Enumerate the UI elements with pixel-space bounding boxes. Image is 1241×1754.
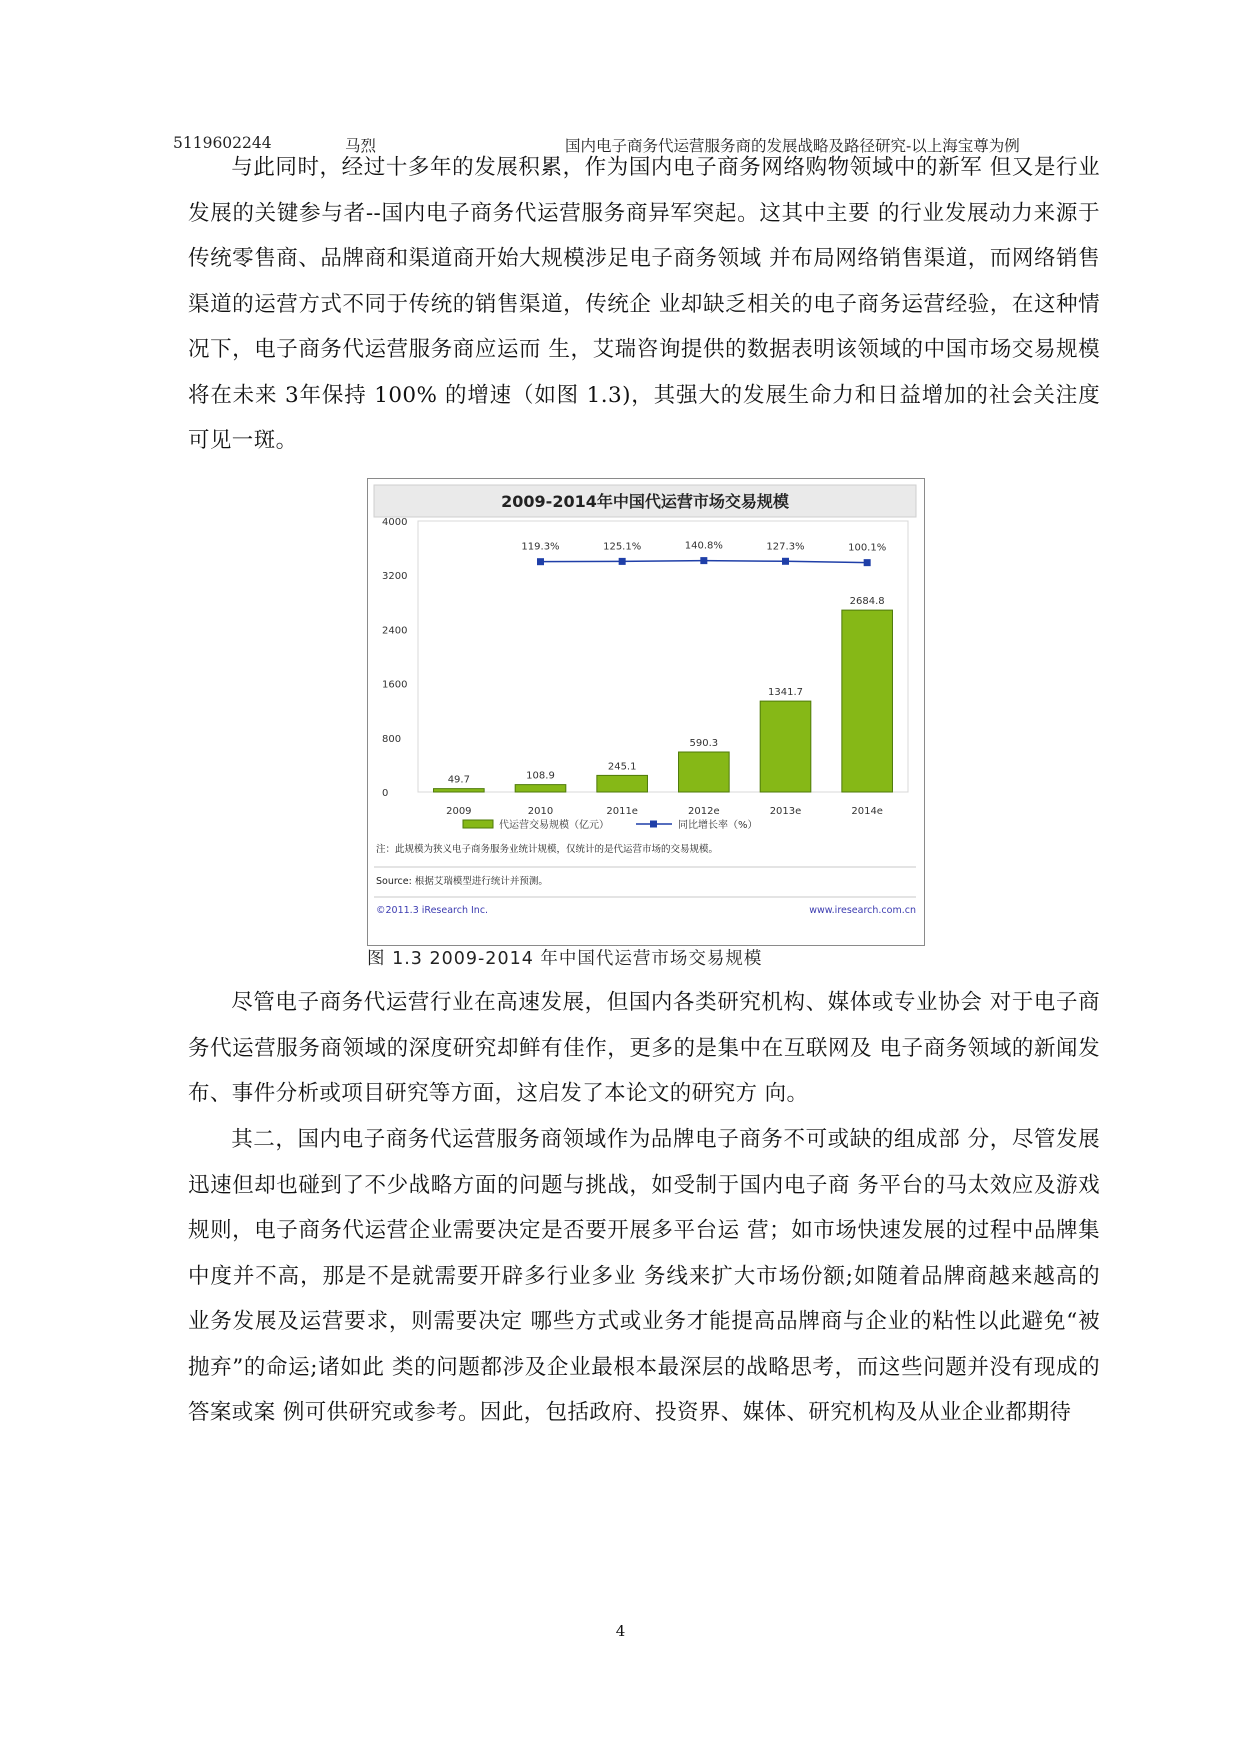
- bar-value-label: 590.3: [689, 738, 719, 750]
- figure-caption: 图 1.3 2009-2014 年中国代运营市场交易规模: [367, 949, 763, 969]
- bar-value-label: 108.9: [526, 770, 555, 782]
- paragraph-2-text: 尽管电子商务代运营行业在高速发展，但国内各类研究机构、媒体或专业协会 对于电子商务代运营服务商领域的深度研究却鲜有佳作，更多的是集中在互联网及 电子商务领域的新闻发布、事件分析或项目研究等方面，这启发了本论文的研究方 向。: [188, 990, 1100, 1106]
- chart-source: Source: 根据艾瑞模型进行统计并预测。: [376, 876, 548, 887]
- x-tick-label: 2010: [527, 806, 554, 817]
- growth-rate-point: [782, 558, 789, 565]
- growth-rate-label: 125.1%: [603, 541, 642, 553]
- growth-rate-label: 127.3%: [766, 541, 805, 553]
- bar-value-label: 1341.7: [768, 687, 803, 699]
- x-tick-label: 2011e: [606, 806, 638, 817]
- bar-2014e: [842, 610, 893, 792]
- bar-value-label: 49.7: [447, 774, 470, 786]
- paragraph-3-text: 其二，国内电子商务代运营服务商领域作为品牌电子商务不可或缺的组成部 分，尽管发展迅速但却也碰到了不少战略方面的问题与挑战，如受制于国内电子商 务平台的马太效应及游戏规则，电子商务代运营企业需要决定是否要开展多平台运 营；如市场快速发展的过程中品牌集中度并不高，那是不是就需要开辟多行业多业 务线来扩大市场份额;如随着品牌商越来越高的业务发展及运营要求，则需要决定 哪些方式或业务才能提高品牌商与企业的粘性以此避免“被抛弃”的命运;诸如此 类的问题都涉及企业最根本最深层的战略思考，而这些问题并没有现成的答案或案 例可供研究或参考。因此，包括政府、投资界、媒体、研究机构及从业企业都期待: [188, 1127, 1100, 1425]
- paragraph-1: [188, 145, 1100, 464]
- y-tick-label: 4000: [382, 517, 408, 528]
- legend-line-label: 同比增长率（%）: [678, 820, 758, 831]
- student-id: 5119602244: [173, 134, 272, 152]
- bar-2012e: [679, 752, 730, 792]
- y-tick-label: 0: [382, 788, 389, 799]
- growth-rate-point: [864, 559, 871, 566]
- x-tick-label: 2009: [446, 806, 472, 817]
- chart-canvas: [368, 479, 923, 944]
- chart-copyright: ©2011.3 iResearch Inc.: [376, 905, 489, 916]
- author-name: 马烈: [345, 137, 377, 155]
- bar-value-label: 2684.8: [849, 596, 885, 608]
- bar-2013e: [760, 701, 811, 792]
- paragraph-3: [188, 1117, 1100, 1436]
- y-tick-label: 3200: [382, 571, 408, 583]
- bar-2011e: [597, 775, 648, 792]
- x-tick-label: 2012e: [688, 806, 720, 817]
- x-tick-label: 2013e: [769, 806, 802, 817]
- y-tick-label: 1600: [382, 679, 408, 691]
- y-tick-label: 2400: [382, 625, 408, 637]
- y-tick-label: 800: [382, 733, 402, 745]
- bar-2010: [515, 785, 566, 792]
- market-size-chart: [367, 478, 925, 946]
- growth-rate-label: 100.1%: [848, 542, 887, 554]
- legend-bar-swatch: [463, 820, 493, 828]
- legend-line-marker: [650, 821, 657, 828]
- paragraph-1-text: 与此同时，经过十多年的发展积累，作为国内电子商务网络购物领域中的新军 但又是行业发展的关键参与者--国内电子商务代运营服务商异军突起。这其中主要 的行业发展动力来源于传统零售商、品牌商和渠道商开始大规模涉足电子商务领域 并布局网络销售渠道，而网络销售渠道的运营方式不同于传统的销售渠道，传统企 业却缺乏相关的电子商务运营经验，在这种情况下，电子商务代运营服务商应运而 生，艾瑞咨询提供的数据表明该领域的中国市场交易规模将在未来 3年保持 100% 的增速（如图 1.3)，其强大的发展生命力和日益增加的社会关注度可见一斑。: [188, 155, 1100, 453]
- chart-title: 2009-2014年中国代运营市场交易规模: [501, 492, 789, 511]
- bar-value-label: 245.1: [607, 761, 637, 773]
- page-number: 4: [615, 1622, 626, 1640]
- x-tick-label: 2014e: [851, 806, 883, 817]
- bar-2009: [434, 789, 485, 792]
- legend-bar-label: 代运营交易规模（亿元）: [499, 820, 609, 831]
- growth-rate-point: [537, 558, 544, 565]
- thesis-title: 国内电子商务代运营服务商的发展战略及路径研究-以上海宝尊为例: [565, 137, 1020, 155]
- growth-rate-point: [619, 558, 626, 565]
- growth-rate-label: 119.3%: [521, 541, 560, 553]
- growth-rate-label: 140.8%: [684, 540, 723, 552]
- growth-rate-point: [700, 557, 707, 564]
- chart-website: www.iresearch.com.cn: [809, 905, 916, 916]
- chart-note: 注：此规模为狭义电子商务服务业统计规模，仅统计的是代运营市场的交易规模。: [376, 844, 719, 855]
- paragraph-2: [188, 980, 1100, 1117]
